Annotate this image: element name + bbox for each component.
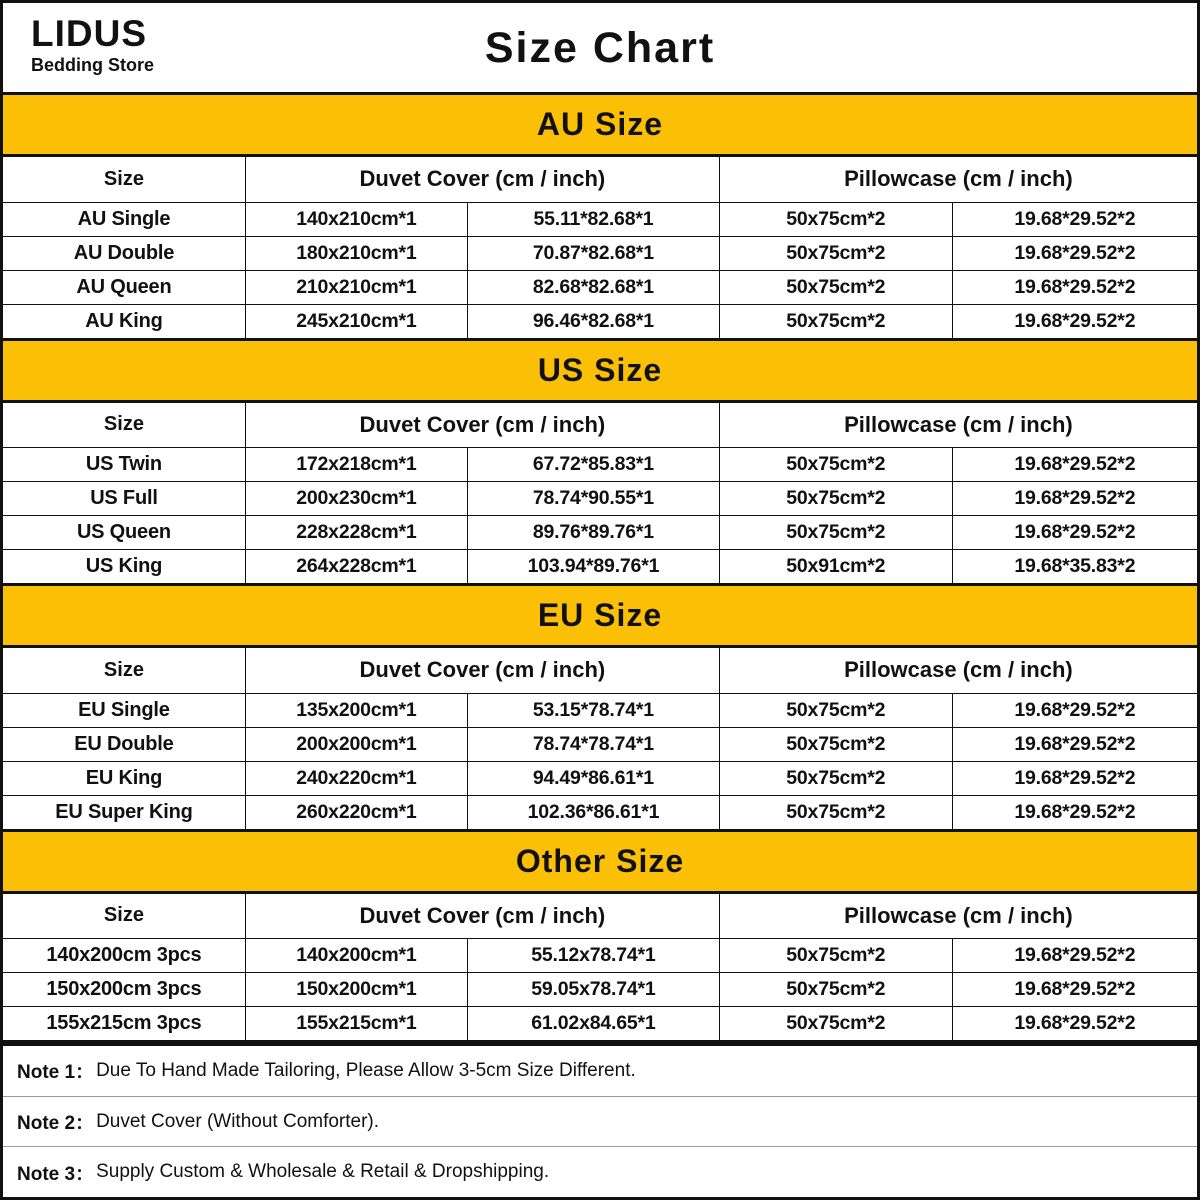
col-header-pillowcase: Pillowcase (cm / inch) — [719, 403, 1197, 448]
table-row — [3, 516, 1197, 550]
cell-pillow-inch: 19.68*29.52*2 — [952, 973, 1197, 1007]
cell-pillow-inch: 19.68*29.52*2 — [952, 939, 1197, 973]
col-header-size: Size — [3, 894, 245, 939]
cell-duvet-cm: 260x220cm*1 — [245, 795, 467, 829]
cell-pillow-inch: 19.68*29.52*2 — [952, 482, 1197, 516]
size-table-us — [3, 403, 1197, 585]
cell-size: US King — [3, 550, 245, 584]
cell-duvet-inch: 78.74*90.55*1 — [467, 482, 719, 516]
cell-duvet-cm: 140x210cm*1 — [245, 202, 467, 236]
cell-size: US Queen — [3, 516, 245, 550]
cell-pillow-inch: 19.68*29.52*2 — [952, 693, 1197, 727]
table-row — [3, 236, 1197, 270]
cell-duvet-cm: 150x200cm*1 — [245, 973, 467, 1007]
brand-tagline: Bedding Store — [31, 54, 155, 75]
col-header-duvet: Duvet Cover (cm / inch) — [245, 403, 719, 448]
table-header-row — [3, 894, 1197, 939]
cell-pillow-cm: 50x75cm*2 — [719, 795, 952, 829]
cell-duvet-inch: 103.94*89.76*1 — [467, 550, 719, 584]
table-row — [3, 939, 1197, 973]
cell-duvet-cm: 140x200cm*1 — [245, 939, 467, 973]
note-3-text: Supply Custom & Wholesale & Retail & Dropshipping. — [96, 1161, 550, 1183]
note-1 — [3, 1046, 1197, 1097]
cell-duvet-cm: 172x218cm*1 — [245, 448, 467, 482]
cell-pillow-cm: 50x75cm*2 — [719, 693, 952, 727]
cell-size: AU Double — [3, 236, 245, 270]
table-row — [3, 727, 1197, 761]
cell-duvet-inch: 82.68*82.68*1 — [467, 270, 719, 304]
cell-pillow-cm: 50x75cm*2 — [719, 939, 952, 973]
note-2-label: Note 2： — [17, 1113, 95, 1134]
cell-duvet-inch: 89.76*89.76*1 — [467, 516, 719, 550]
table-row — [3, 482, 1197, 516]
brand-name: LIDUS — [31, 13, 147, 54]
cell-size: EU Super King — [3, 795, 245, 829]
cell-size: 150x200cm 3pcs — [3, 973, 245, 1007]
col-header-size: Size — [3, 648, 245, 693]
cell-duvet-inch: 53.15*78.74*1 — [467, 693, 719, 727]
cell-pillow-inch: 19.68*29.52*2 — [952, 304, 1197, 338]
cell-size: US Twin — [3, 448, 245, 482]
cell-pillow-cm: 50x75cm*2 — [719, 973, 952, 1007]
col-header-pillowcase: Pillowcase (cm / inch) — [719, 157, 1197, 202]
cell-duvet-cm: 135x200cm*1 — [245, 693, 467, 727]
cell-duvet-inch: 55.11*82.68*1 — [467, 202, 719, 236]
table-row — [3, 795, 1197, 829]
table-header-row — [3, 157, 1197, 202]
brand-logo — [31, 15, 154, 76]
cell-duvet-cm: 180x210cm*1 — [245, 236, 467, 270]
cell-pillow-cm: 50x75cm*2 — [719, 727, 952, 761]
cell-duvet-inch: 61.02x84.65*1 — [467, 1007, 719, 1041]
cell-size: US Full — [3, 482, 245, 516]
cell-pillow-inch: 19.68*35.83*2 — [952, 550, 1197, 584]
cell-duvet-inch: 70.87*82.68*1 — [467, 236, 719, 270]
table-row — [3, 304, 1197, 338]
cell-size: AU Queen — [3, 270, 245, 304]
col-header-size: Size — [3, 157, 245, 202]
note-3 — [3, 1147, 1197, 1197]
section-eu — [3, 586, 1197, 832]
table-row — [3, 761, 1197, 795]
page-title: Size Chart — [484, 24, 716, 72]
table-row — [3, 448, 1197, 482]
notes-section — [3, 1043, 1197, 1197]
cell-pillow-inch: 19.68*29.52*2 — [952, 727, 1197, 761]
cell-size: 155x215cm 3pcs — [3, 1007, 245, 1041]
cell-pillow-inch: 19.68*29.52*2 — [952, 795, 1197, 829]
cell-pillow-cm: 50x91cm*2 — [719, 550, 952, 584]
table-header-row — [3, 648, 1197, 693]
note-2 — [3, 1097, 1197, 1148]
section-band-us — [3, 341, 1197, 403]
cell-pillow-inch: 19.68*29.52*2 — [952, 448, 1197, 482]
cell-duvet-cm: 200x200cm*1 — [245, 727, 467, 761]
size-table-au — [3, 157, 1197, 339]
size-table-eu — [3, 648, 1197, 830]
cell-duvet-cm: 228x228cm*1 — [245, 516, 467, 550]
col-header-pillowcase: Pillowcase (cm / inch) — [719, 894, 1197, 939]
col-header-pillowcase: Pillowcase (cm / inch) — [719, 648, 1197, 693]
cell-duvet-cm: 210x210cm*1 — [245, 270, 467, 304]
section-other — [3, 832, 1197, 1044]
cell-pillow-cm: 50x75cm*2 — [719, 448, 952, 482]
cell-duvet-inch: 102.36*86.61*1 — [467, 795, 719, 829]
cell-duvet-cm: 155x215cm*1 — [245, 1007, 467, 1041]
cell-duvet-cm: 200x230cm*1 — [245, 482, 467, 516]
section-us — [3, 341, 1197, 587]
col-header-duvet: Duvet Cover (cm / inch) — [245, 157, 719, 202]
table-row — [3, 973, 1197, 1007]
section-band-other — [3, 832, 1197, 894]
cell-size: EU King — [3, 761, 245, 795]
section-title-other: Other Size — [515, 842, 685, 879]
cell-duvet-inch: 96.46*82.68*1 — [467, 304, 719, 338]
note-3-label: Note 3： — [17, 1163, 95, 1185]
cell-pillow-inch: 19.68*29.52*2 — [952, 1007, 1197, 1041]
note-2-text: Duvet Cover (Without Comforter). — [96, 1110, 380, 1132]
cell-duvet-cm: 240x220cm*1 — [245, 761, 467, 795]
note-1-text: Due To Hand Made Tailoring, Please Allow 3-5cm Size Different. — [96, 1059, 636, 1081]
section-band-eu — [3, 586, 1197, 648]
table-row — [3, 550, 1197, 584]
cell-size: 140x200cm 3pcs — [3, 939, 245, 973]
section-band-au — [3, 95, 1197, 157]
cell-pillow-inch: 19.68*29.52*2 — [952, 236, 1197, 270]
table-header-row — [3, 403, 1197, 448]
cell-duvet-inch: 94.49*86.61*1 — [467, 761, 719, 795]
cell-pillow-cm: 50x75cm*2 — [719, 270, 952, 304]
cell-pillow-cm: 50x75cm*2 — [719, 304, 952, 338]
cell-pillow-cm: 50x75cm*2 — [719, 236, 952, 270]
table-row — [3, 202, 1197, 236]
col-header-duvet: Duvet Cover (cm / inch) — [245, 894, 719, 939]
cell-duvet-inch: 59.05x78.74*1 — [467, 973, 719, 1007]
cell-pillow-cm: 50x75cm*2 — [719, 516, 952, 550]
section-title-us: US Size — [537, 351, 663, 388]
note-1-label: Note 1： — [17, 1062, 95, 1084]
size-table-other — [3, 894, 1197, 1042]
cell-pillow-cm: 50x75cm*2 — [719, 482, 952, 516]
section-title-eu: EU Size — [537, 597, 663, 633]
col-header-duvet: Duvet Cover (cm / inch) — [245, 648, 719, 693]
cell-pillow-inch: 19.68*29.52*2 — [952, 761, 1197, 795]
table-row — [3, 270, 1197, 304]
cell-pillow-inch: 19.68*29.52*2 — [952, 516, 1197, 550]
cell-size: EU Single — [3, 693, 245, 727]
table-row — [3, 693, 1197, 727]
cell-duvet-cm: 264x228cm*1 — [245, 550, 467, 584]
table-row — [3, 1007, 1197, 1041]
cell-pillow-inch: 19.68*29.52*2 — [952, 202, 1197, 236]
cell-duvet-inch: 55.12x78.74*1 — [467, 939, 719, 973]
cell-size: AU King — [3, 304, 245, 338]
cell-duvet-inch: 78.74*78.74*1 — [467, 727, 719, 761]
cell-pillow-cm: 50x75cm*2 — [719, 1007, 952, 1041]
cell-duvet-inch: 67.72*85.83*1 — [467, 448, 719, 482]
document-header — [3, 3, 1197, 95]
cell-duvet-cm: 245x210cm*1 — [245, 304, 467, 338]
cell-pillow-cm: 50x75cm*2 — [719, 202, 952, 236]
section-au — [3, 95, 1197, 341]
section-title-au: AU Size — [536, 106, 664, 142]
cell-pillow-inch: 19.68*29.52*2 — [952, 270, 1197, 304]
col-header-size: Size — [3, 403, 245, 448]
cell-size: EU Double — [3, 727, 245, 761]
cell-pillow-cm: 50x75cm*2 — [719, 761, 952, 795]
cell-size: AU Single — [3, 202, 245, 236]
